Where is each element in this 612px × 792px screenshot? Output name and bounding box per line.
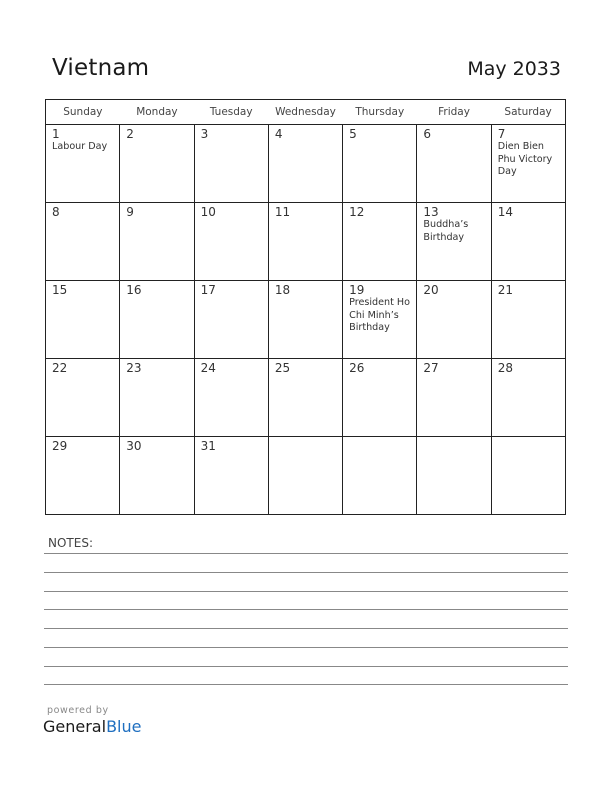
notes-line	[44, 609, 568, 610]
day-number: 13	[423, 205, 439, 219]
day-number: 12	[349, 205, 365, 219]
notes-label: NOTES:	[48, 536, 93, 550]
weekday-thursday: Thursday	[343, 100, 417, 125]
day-number: 7	[497, 127, 506, 141]
day-cell	[194, 437, 268, 515]
weekday-tuesday: Tuesday	[194, 100, 268, 125]
day-number: 23	[126, 361, 142, 375]
logo-blue: Blue	[106, 717, 142, 736]
day-cell	[491, 437, 565, 515]
week-row	[46, 203, 566, 281]
day-cell	[194, 203, 268, 281]
day-number: 26	[349, 361, 365, 375]
day-number: 29	[52, 439, 68, 453]
calendar-grid	[45, 99, 566, 515]
day-number: 4	[274, 127, 283, 141]
day-number: 2	[126, 127, 134, 141]
day-cell	[120, 203, 194, 281]
day-cell	[120, 437, 194, 515]
weekday-monday: Monday	[120, 100, 194, 125]
day-number: 11	[274, 205, 291, 219]
weekday-sunday: Sunday	[46, 100, 120, 125]
notes-line	[44, 591, 568, 592]
day-number: 14	[497, 205, 513, 219]
day-cell	[491, 359, 565, 437]
day-cell	[343, 125, 417, 203]
day-number: 24	[200, 361, 216, 375]
day-cell	[343, 359, 417, 437]
day-cell	[120, 281, 194, 359]
day-number: 6	[423, 127, 432, 141]
day-number: 17	[200, 283, 216, 297]
week-row	[46, 281, 566, 359]
day-number: 18	[274, 283, 291, 297]
holiday-label: Dien Bien Phu Victory Day	[497, 141, 553, 177]
day-number: 28	[497, 361, 513, 375]
day-cell	[120, 359, 194, 437]
day-number: 15	[52, 283, 68, 297]
logo-general: General	[43, 717, 107, 736]
day-cell	[268, 281, 342, 359]
day-number: 27	[423, 361, 439, 375]
day-cell	[268, 125, 342, 203]
day-cell	[343, 437, 417, 515]
day-number: 1	[52, 127, 60, 141]
day-cell	[46, 359, 120, 437]
day-cell	[46, 281, 120, 359]
day-number: 22	[52, 361, 68, 375]
day-cell	[343, 203, 417, 281]
day-number: 3	[200, 127, 209, 141]
week-row	[46, 437, 566, 515]
notes-line	[44, 666, 568, 667]
generalblue-logo	[43, 717, 141, 736]
day-cell	[491, 203, 565, 281]
weekday-wednesday: Wednesday	[268, 100, 342, 125]
day-number: 31	[200, 439, 216, 453]
powered-by-text: powered by	[47, 705, 109, 716]
weekday-saturday: Saturday	[491, 100, 565, 125]
day-cell	[491, 125, 565, 203]
day-number: 5	[349, 127, 357, 141]
day-cell	[194, 359, 268, 437]
weekday-header-row	[46, 100, 566, 125]
day-cell	[194, 281, 268, 359]
notes-line	[44, 553, 568, 554]
day-cell	[46, 203, 120, 281]
day-cell	[417, 359, 491, 437]
notes-line	[44, 647, 568, 648]
day-number: 10	[200, 205, 216, 219]
day-cell	[194, 125, 268, 203]
day-number: 20	[423, 283, 439, 297]
day-cell	[268, 437, 342, 515]
weekday-friday: Friday	[417, 100, 491, 125]
day-number: 9	[126, 205, 134, 219]
day-cell	[417, 281, 491, 359]
day-number: 21	[497, 283, 513, 297]
day-cell	[268, 359, 342, 437]
notes-line	[44, 572, 568, 573]
holiday-label: President Ho Chi Minh’s Birthday	[349, 297, 411, 333]
day-number: 16	[126, 283, 142, 297]
week-row	[46, 125, 566, 203]
day-cell	[417, 437, 491, 515]
day-cell	[46, 437, 120, 515]
calendar-country-title: Vietnam	[52, 55, 150, 81]
week-row	[46, 359, 566, 437]
holiday-label: Labour Day	[52, 141, 108, 152]
day-cell	[343, 281, 417, 359]
day-cell	[417, 125, 491, 203]
notes-line	[44, 628, 568, 629]
day-number: 19	[349, 283, 365, 297]
day-number: 8	[52, 205, 60, 219]
day-cell	[268, 203, 342, 281]
day-cell	[491, 281, 565, 359]
notes-line	[44, 684, 568, 685]
calendar-month-title: May 2033	[467, 58, 561, 80]
day-number: 25	[274, 361, 291, 375]
day-cell	[46, 125, 120, 203]
holiday-label: Buddha’s Birthday	[423, 219, 469, 243]
day-cell	[120, 125, 194, 203]
day-number: 30	[126, 439, 142, 453]
day-cell	[417, 203, 491, 281]
